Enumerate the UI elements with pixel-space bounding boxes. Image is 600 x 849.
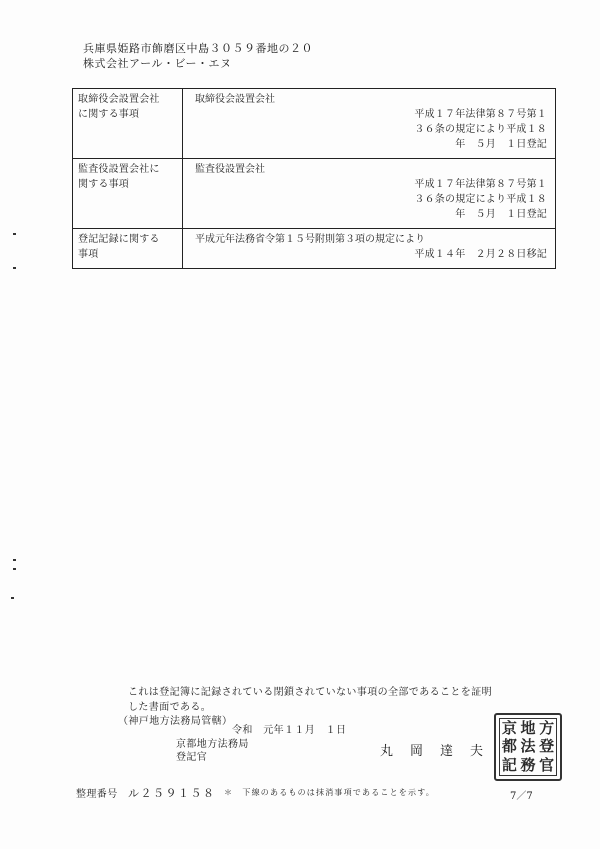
label-line: に関する事項 bbox=[78, 109, 140, 120]
row-main-text: 平成元年法務省令第１５号附則第３項の規定により bbox=[195, 234, 425, 245]
label-line: 事項 bbox=[78, 249, 99, 260]
scan-mark bbox=[13, 233, 16, 235]
row-label bbox=[73, 229, 183, 269]
note-line: ３６条の規定により平成１８ bbox=[414, 124, 547, 135]
reference-label: 整理番号 bbox=[76, 789, 118, 800]
seal-char: 法 bbox=[520, 737, 536, 756]
page-number: 7／7 bbox=[510, 791, 533, 802]
row-content bbox=[183, 89, 556, 159]
row-note bbox=[193, 107, 547, 152]
label-line: 監査役設置会社に bbox=[78, 164, 160, 175]
seal-char: 方 bbox=[539, 718, 555, 737]
scan-mark bbox=[11, 597, 14, 599]
row-content bbox=[183, 159, 556, 229]
row-note bbox=[193, 177, 547, 222]
row-main-text: 監査役設置会社 bbox=[195, 164, 265, 175]
seal-char: 都 bbox=[501, 737, 517, 756]
seal-char: 地 bbox=[520, 718, 536, 737]
footer-note: ＊ 下線のあるものは抹消事項であることを示す。 bbox=[224, 788, 435, 797]
company-address: 兵庫県姫路市飾磨区中島３０５９番地の２０ bbox=[83, 42, 313, 55]
row-main-text: 取締役会設置会社 bbox=[195, 94, 275, 105]
registry-table bbox=[72, 88, 556, 269]
jurisdiction: （神戸地方法務局管轄） bbox=[118, 716, 233, 727]
seal-char: 京 bbox=[501, 718, 517, 737]
seal-char: 官 bbox=[539, 756, 555, 775]
registrar-title: 登記官 bbox=[176, 752, 208, 763]
row-content bbox=[183, 229, 556, 269]
note-line: 平成１４年 ２月２８日移記 bbox=[414, 249, 547, 260]
seal-char: 登 bbox=[539, 737, 555, 756]
certification-line-1: これは登記簿に記録されている閉鎖されていない事項の全部であることを証明 bbox=[128, 687, 492, 698]
note-line: 平成１７年法律第８７号第１ bbox=[414, 179, 547, 190]
registry-office: 京都地方法務局 bbox=[176, 739, 249, 750]
seal-char: 務 bbox=[520, 756, 536, 775]
row-label bbox=[73, 89, 183, 159]
registrar-name: 丸 岡 達 夫 bbox=[380, 744, 486, 759]
seal-glyphs bbox=[499, 718, 557, 776]
note-line: 年 ５月 １日登記 bbox=[455, 139, 547, 150]
label-line: 登記記録に関する bbox=[78, 234, 160, 245]
table-row bbox=[73, 159, 556, 229]
official-seal bbox=[494, 713, 562, 781]
table-row bbox=[73, 89, 556, 159]
seal-char: 記 bbox=[501, 756, 517, 775]
scan-mark bbox=[13, 559, 16, 561]
scan-mark bbox=[13, 267, 16, 269]
certification-date: 令和 元年１１月 １日 bbox=[232, 725, 347, 736]
label-line: 取締役会設置会社 bbox=[78, 94, 160, 105]
reference-number: ル２５９１５８ bbox=[128, 787, 216, 800]
label-line: 関する事項 bbox=[78, 179, 129, 190]
certification-line-2: した書面である。 bbox=[128, 702, 212, 713]
row-note bbox=[193, 247, 547, 262]
company-name: 株式会社アール・ビー・エヌ bbox=[83, 57, 232, 70]
scan-mark bbox=[13, 568, 16, 570]
row-label bbox=[73, 159, 183, 229]
table-row bbox=[73, 229, 556, 269]
note-line: ３６条の規定により平成１８ bbox=[414, 194, 547, 205]
note-line: 年 ５月 １日登記 bbox=[455, 209, 547, 220]
note-line: 平成１７年法律第８７号第１ bbox=[414, 109, 547, 120]
